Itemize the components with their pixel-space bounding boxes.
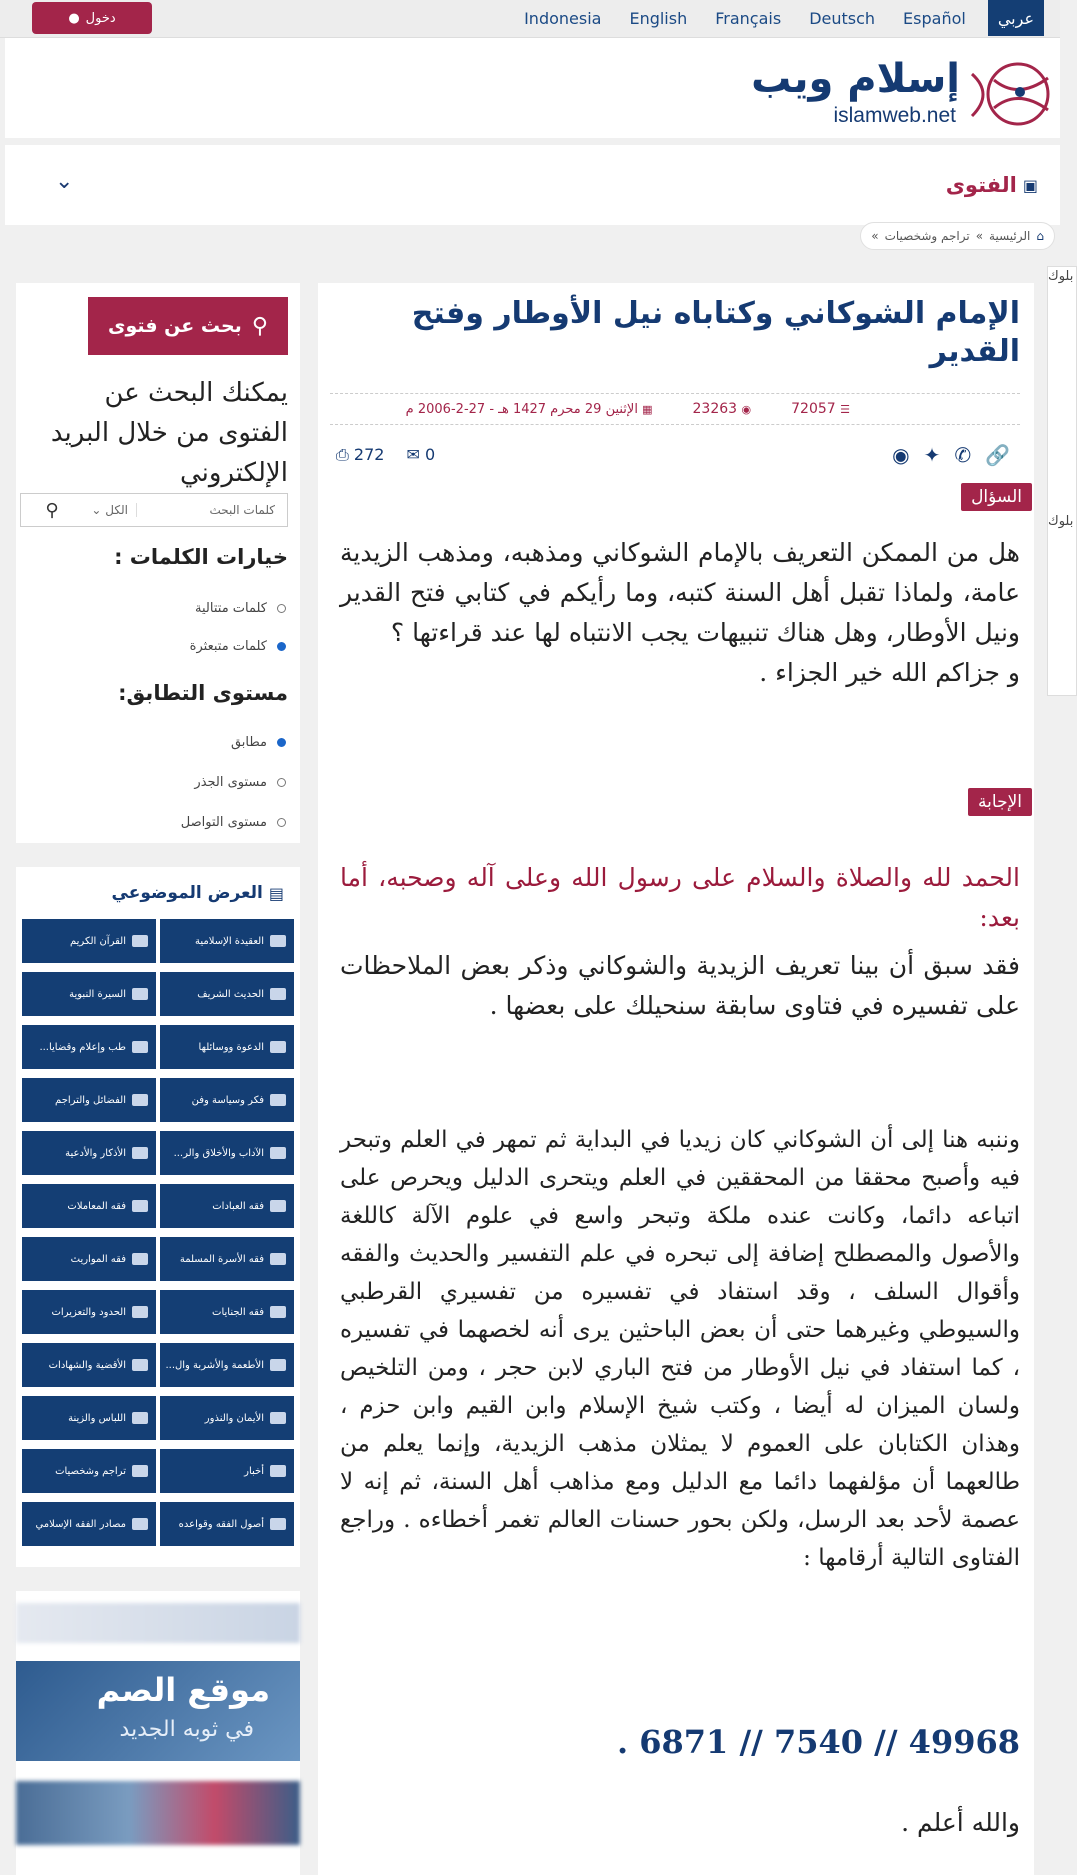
home-icon: ⌂ — [1036, 229, 1044, 243]
lang-spanish[interactable]: Español — [903, 8, 966, 28]
fatwa-number-field — [791, 401, 850, 417]
topic-label: فقه العبادات — [212, 1200, 264, 1212]
folder-icon — [132, 1147, 148, 1159]
facebook-icon[interactable]: ◉ — [892, 443, 910, 467]
folder-icon — [132, 1412, 148, 1424]
folder-icon — [132, 1465, 148, 1477]
folder-icon — [132, 1200, 148, 1212]
answer-paragraph-2: وننبه هنا إلى أن الشوكاني كان زيديا في البداية ثم تمهر في العلم وتبحر فيه وأصبح محققا من المحققين في العلم ويتحرى الدليل ويحرص على اتباعه دائما، وكانت عنده ملكة وتبحر واسع في علوم الآلة كاللغة والأصول والمصطلح إضافة إلى تبحره في علم التفسير والحديث والفقه وأقوال السلف ، وقد استفاد في تفسيره من تفسيري القرطبي والسيوطي وغيرهما حتى أن بعض الباحثين يرى أنه لخصهما في تفسيره ، كما استفاد في نيل الأوطار من فتح الباري لابن حجر ، ومن التلخيص ولسان الميزان له أيضا ، وكتب شيخ الإسلام وابن القيم وابن حزم ، وهذان الكتابان على العموم لا يمثلان مذهب الزيدية، وإنما يعلم من طالعهما أن مؤلفهما دائما مع الدليل ومع مذاهب أهل السنة، ثم إنه لا عصمة لأحد بعد الرسل، ولكن بحور حسنات العالم تغمر أخطاءه . وراجع الفتاوى التالية أرقامها : — [340, 1127, 1020, 1571]
topics-grid — [22, 919, 294, 1546]
search-fatwa-button[interactable] — [88, 297, 288, 355]
breadcrumb-home[interactable]: الرئيسية — [989, 229, 1031, 243]
answer-tag: الإجابة — [968, 788, 1032, 816]
word-option-label: كلمات متبعثرة — [189, 639, 267, 654]
lang-indonesian[interactable]: Indonesia — [524, 8, 602, 28]
counts — [330, 445, 435, 465]
folder-icon — [132, 988, 148, 1000]
match-option-label: مطابق — [230, 735, 267, 750]
topic-label: أخبار — [244, 1465, 264, 1477]
word-option-label: كلمات متتالية — [195, 601, 267, 616]
fatwa-meta — [330, 393, 1020, 425]
folder-icon — [270, 1306, 286, 1318]
lang-french[interactable]: Français — [715, 8, 782, 28]
folder-icon — [132, 1518, 148, 1530]
calendar-icon: ▦ — [642, 402, 653, 416]
topic-button[interactable] — [22, 1025, 156, 1069]
topic-label: السيرة النبوية — [69, 988, 126, 1000]
topic-button[interactable] — [160, 1078, 294, 1122]
fatwa-date: الإثنين 29 محرم 1427 هـ - 27-2-2006 م — [405, 401, 638, 417]
sidebar — [16, 283, 300, 1875]
list-icon: ☰ — [840, 403, 850, 416]
search-panel — [16, 283, 300, 843]
match-option-root[interactable] — [194, 775, 286, 790]
site-header — [5, 38, 1060, 138]
fatwa-number: 72057 — [791, 401, 836, 417]
topic-label: الآداب والأخلاق والر... — [173, 1147, 264, 1159]
radio-selected-icon — [277, 738, 286, 747]
radio-icon — [277, 778, 286, 787]
topic-label: طب وإعلام وقضايا... — [39, 1041, 126, 1053]
folder-icon — [270, 1041, 286, 1053]
search-scope-select[interactable] — [77, 503, 137, 517]
answer-closing: والله أعلم . — [901, 1808, 1020, 1837]
breadcrumb-separator-icon: » — [871, 229, 879, 243]
search-fatwa-label: بحث عن فتوى — [108, 315, 242, 337]
topic-button[interactable] — [22, 1290, 156, 1334]
folder-icon — [132, 935, 148, 947]
printer-icon: ⎙ — [336, 445, 349, 464]
folder-icon — [270, 1147, 286, 1159]
email-search-text: يمكنك البحث عن الفتوى من خلال البريد الإلكتروني — [50, 378, 288, 488]
topic-label: الفضائل والتراجم — [55, 1094, 126, 1106]
print-count[interactable] — [336, 445, 384, 465]
question-tag: السؤال — [961, 483, 1032, 511]
link-icon[interactable]: 🔗 — [985, 443, 1010, 467]
topic-button[interactable] — [160, 972, 294, 1016]
radio-icon — [277, 818, 286, 827]
islamweb-logo-icon[interactable] — [964, 60, 1052, 128]
topic-label: الأطعمة والأشربة وال... — [165, 1359, 264, 1371]
topic-button[interactable] — [22, 919, 156, 963]
topic-label: فكر وسياسة وفن — [191, 1094, 264, 1106]
user-icon: ● — [68, 10, 80, 26]
topic-button[interactable] — [160, 1237, 294, 1281]
question-text — [340, 533, 1020, 693]
fatwa-article — [318, 283, 1034, 1875]
ad-logo-image — [16, 1603, 300, 1643]
topic-label: الدعوة ووسائلها — [198, 1041, 264, 1053]
ad-thumbnails-image[interactable] — [16, 1781, 300, 1845]
chevron-down-icon[interactable]: ⌄ — [55, 169, 74, 194]
topic-button[interactable] — [160, 1502, 294, 1546]
topic-label: القرآن الكريم — [69, 935, 126, 947]
eye-icon: ◉ — [741, 403, 752, 416]
email-count[interactable] — [406, 445, 435, 465]
edge-popup-text-2: بلوك — [1048, 514, 1074, 529]
search-scope-value: الكل — [105, 503, 128, 517]
print-count-value: 272 — [353, 445, 385, 464]
edge-popup-text-1: بلوك — [1048, 269, 1074, 284]
word-option-scattered[interactable] — [190, 639, 286, 654]
share-row — [330, 435, 1020, 475]
topic-button[interactable] — [22, 1396, 156, 1440]
topic-label: الأذكار والأدعية — [65, 1147, 126, 1159]
language-list — [496, 0, 1044, 36]
folder-icon — [270, 1465, 286, 1477]
topic-label: تراجم وشخصيات — [55, 1465, 126, 1477]
radio-icon — [277, 604, 286, 613]
lang-german[interactable]: Deutsch — [809, 8, 876, 28]
folder-icon — [132, 1359, 148, 1371]
topic-label: اللباس والزينة — [68, 1412, 126, 1424]
folder-icon — [270, 1200, 286, 1212]
word-option-consecutive[interactable] — [195, 601, 286, 616]
folder-icon — [270, 935, 286, 947]
ad-panel[interactable] — [16, 1591, 300, 1875]
lang-arabic[interactable]: عربي — [988, 0, 1044, 36]
topic-label: فقه المعاملات — [67, 1200, 126, 1212]
envelope-icon: ✉ — [406, 445, 420, 464]
language-bar — [0, 0, 1060, 38]
topics-title-label: العرض الموضوعي — [111, 883, 263, 903]
topic-button[interactable] — [22, 1131, 156, 1175]
topic-button[interactable] — [22, 1449, 156, 1493]
topic-label: العقيدة الإسلامية — [195, 935, 264, 947]
topic-label: فقه الجنايات — [212, 1306, 264, 1318]
share-icons — [892, 443, 1020, 467]
folder-icon — [132, 1094, 148, 1106]
topics-panel — [16, 867, 300, 1567]
radio-selected-icon — [277, 642, 286, 651]
search-form — [20, 493, 288, 527]
topic-label: فقه المواريث — [70, 1253, 126, 1265]
logo-english-text: islamweb.net — [833, 104, 956, 127]
ad-title: موقع الصم — [96, 1671, 270, 1709]
topic-button[interactable] — [160, 1449, 294, 1493]
login-label: دخول — [85, 10, 116, 26]
book-icon: ▣ — [1022, 175, 1038, 195]
topic-label: فقه الأسرة المسلمة — [179, 1253, 264, 1265]
topic-button[interactable] — [160, 919, 294, 963]
topic-button[interactable] — [22, 1502, 156, 1546]
match-level-title: مستوى التطابق: — [118, 681, 288, 705]
topic-button[interactable] — [22, 1237, 156, 1281]
topic-button[interactable] — [22, 1184, 156, 1228]
word-options-title: خيارات الكلمات : — [114, 545, 288, 569]
topic-button[interactable] — [160, 1343, 294, 1387]
folder-icon — [270, 1253, 286, 1265]
folder-icon — [132, 1253, 148, 1265]
folder-icon — [270, 1518, 286, 1530]
topics-title — [112, 883, 284, 903]
breadcrumb-separator-icon: » — [975, 229, 984, 243]
search-icon: ⚲ — [251, 313, 268, 339]
lang-english[interactable]: English — [629, 8, 688, 28]
topic-button[interactable] — [160, 1184, 294, 1228]
fatwa-references[interactable]: 49968 // 7540 // 6871 . — [616, 1723, 1020, 1761]
topic-button[interactable] — [160, 1025, 294, 1069]
topic-button[interactable] — [160, 1290, 294, 1334]
section-title[interactable] — [946, 173, 1038, 197]
topic-button[interactable] — [22, 1078, 156, 1122]
email-count-value: 0 — [424, 445, 436, 464]
folder-icon — [270, 1412, 286, 1424]
folder-icon — [270, 1094, 286, 1106]
breadcrumb — [860, 222, 1055, 250]
views-field — [693, 401, 752, 417]
chevron-down-icon: ⌄ — [91, 503, 102, 517]
topic-label: مصادر الفقه الإسلامي — [35, 1518, 126, 1530]
answer-paragraph-1: فقد سبق أن بينا تعريف الزيدية والشوكاني وذكر بعض الملاحظات على تفسيره في فتاوى سابقة سنحيلك على بعضها . — [340, 951, 1020, 1020]
search-submit-icon[interactable]: ⚲ — [45, 499, 59, 521]
folder-icon — [270, 988, 286, 1000]
deaf-site-banner[interactable] — [16, 1661, 300, 1761]
fatwa-title: الإمام الشوكاني وكتاباه نيل الأوطار وفتح القدير — [411, 296, 1020, 369]
answer-praise: الحمد لله والصلاة والسلام على رسول الله وعلى آله وصحبه، أما بعد: — [340, 863, 1020, 932]
match-option-connection[interactable] — [181, 815, 286, 830]
date-field — [406, 402, 653, 417]
topic-label: الحدود والتعزيرات — [51, 1306, 126, 1318]
logo-arabic-text: إسلام ويب — [751, 56, 960, 102]
search-input[interactable]: كلمات البحث — [209, 503, 275, 517]
folder-icon — [132, 1306, 148, 1318]
twitter-icon[interactable]: ✦ — [923, 443, 941, 467]
whatsapp-icon[interactable]: ✆ — [954, 443, 972, 467]
topic-label: الحديث الشريف — [197, 988, 264, 1000]
topic-button[interactable] — [160, 1131, 294, 1175]
topic-button[interactable] — [160, 1396, 294, 1440]
match-option-label: مستوى التواصل — [180, 815, 267, 830]
section-bar — [5, 145, 1060, 225]
document-icon: ▤ — [268, 883, 284, 903]
folder-icon — [270, 1359, 286, 1371]
match-option-exact[interactable] — [231, 735, 286, 750]
question-body: هل من الممكن التعريف بالإمام الشوكاني ومذهبه، ومذهب الزيدية عامة، ولماذا تقبل أهل السنة كتبه، وما رأيكم في كتابي فتح القدير ونيل الأوطار، وهل هناك تنبيهات يجب الانتباه لها عند قراءتها ؟ — [340, 538, 1020, 647]
views-count: 23263 — [692, 401, 738, 417]
section-title-label: الفتوى — [945, 173, 1017, 197]
topic-label: أصول الفقه وقواعده — [178, 1518, 264, 1530]
match-option-label: مستوى الجذر — [194, 775, 267, 790]
login-button[interactable] — [32, 2, 152, 34]
topic-button[interactable] — [22, 1343, 156, 1387]
breadcrumb-current[interactable]: تراجم وشخصيات — [884, 229, 970, 243]
edge-popup[interactable] — [1047, 266, 1077, 696]
ad-subtitle: في ثوبه الجديد — [119, 1717, 254, 1742]
topic-button[interactable] — [22, 972, 156, 1016]
question-closing: و جزاكم الله خير الجزاء . — [759, 658, 1020, 687]
topic-label: الأقضية والشهادات — [48, 1359, 126, 1371]
topic-label: الأيمان والنذور — [204, 1412, 264, 1424]
folder-icon — [132, 1041, 148, 1053]
